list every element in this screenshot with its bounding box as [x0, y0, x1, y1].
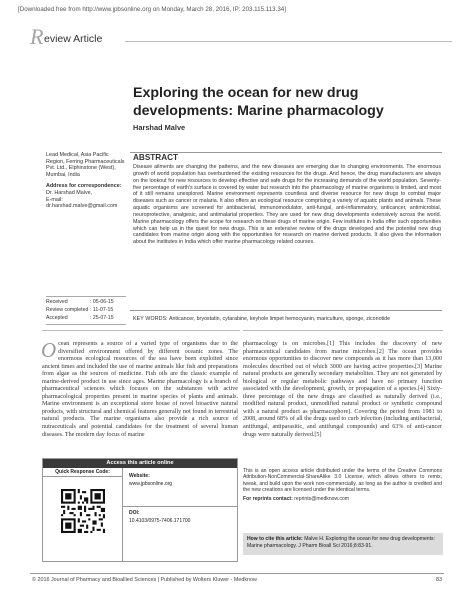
- author-sidebar: [46, 152, 126, 210]
- dates-bottom-rule: [46, 324, 126, 325]
- header-rule: [125, 41, 452, 42]
- download-note: [Downloaded free from http://www.jpbsonline.org on Monday, March 28, 2016, IP: 203.115.113.34]: [18, 6, 286, 13]
- page-number: 83: [436, 577, 442, 583]
- footer-publisher: © 2016 Journal of Pharmacy and Bioallied Sciences | Published by Wolters Kluwer - Medknow: [32, 577, 257, 583]
- citation-label: How to cite this article:: [247, 536, 303, 542]
- date-value: : 25-07-15: [90, 315, 114, 322]
- date-row-received: [46, 298, 128, 306]
- article-author: Harshad Malve: [133, 123, 186, 132]
- access-divider: [123, 506, 237, 507]
- footer-rule: [30, 573, 444, 574]
- keywords: [133, 316, 443, 322]
- date-value: : 05-06-15: [90, 299, 114, 305]
- citation-text: Malve H. Exploring the ocean for new drug developments: Marine pharmacology. J Pharm Bioall Sci 2016;8:83-91.: [247, 536, 435, 549]
- date-label: Review completed: [46, 307, 89, 314]
- drop-cap: O: [41, 338, 57, 362]
- article-title: Exploring the ocean for new drug developments: Marine pharmacology: [133, 85, 384, 119]
- date-label: Accepted: [46, 315, 68, 322]
- body-left-text: cean represents a source of a varied type of organisms due to the diversified environment offered by different oceanic zones. The enormous ecological resources of the sea have been exploited since ancient times and included the use of marine animals like fish and preparations from algae as the sources of medicine. Fish oils are the classic example of marine-derived product in use since ages. Marine pharmacology is a branch of pharmaceutical sciences which focuses on the substances with active pharmacological properties present in marine species of plants and animals. Marine environment is an exceptional store house of novel bioactive natural products, with structural and chemical features generally not found in terrestrial natural products. The marine organisms also provide a rich source of nutraceuticals and potential candidates for the treatment of several human diseases. The modern day focus of marine: [42, 341, 238, 438]
- date-row-accepted: [46, 314, 128, 322]
- reprints-contact: [243, 496, 442, 502]
- body-column-right: pharmacology is on microbes.[1] This includes the discovery of new pharmaceutical candidates from marine microbes.[2] The ocean provides enormous opportunities to discover new compounds as it has more than 13,000 molecules described out of which 3000 are having active properties.[3] Marine natural products are generally secondary metabolites. They are not generated by biological or regular metabolic pathways and have no primary function associated with the development, growth, or propagation of a species.[4] Sixty-three percentage of the new drugs are classified as naturally derived (i.e., modified natural product, unmodified natural product or synthetic compound with a natural product as pharmacophore). Covering the period from 1981 to 2008, around 68% of all the drugs used to curb infection (including antibacterial, antifungal, antiparasitic, and antifungal compounds) and 63% of anti-cancer drugs were naturally derived.[5]: [243, 341, 442, 438]
- correspondence-heading: Address for correspondence:: [46, 183, 122, 190]
- doi-link[interactable]: 10.4103/0975-7406.171700: [129, 518, 191, 524]
- license-text: This is an open access article distributed under the terms of the Creative Commons Attribution-NonCommercial-ShareAlike 3.0 License, which allows others to remix, tweak, and build upon the work non-commercially, as long as the author is credited and the new creations are licensed under the identical terms.: [243, 468, 442, 494]
- affiliation: Lead Medical, Asia Pacific Region, Ferring Pharmaceuticals Pvt. Ltd., Elphinstone (West), Mumbai, India: [46, 152, 125, 178]
- qr-code-label: Quick Response Code:: [43, 468, 123, 477]
- website-link[interactable]: www.jpbsonline.org: [129, 481, 173, 487]
- citation-box: [243, 533, 443, 555]
- article-type-header: [30, 24, 452, 49]
- abstract-heading: ABSTRACT: [133, 153, 179, 162]
- reprints-email[interactable]: reprints@medknow.com: [294, 496, 349, 502]
- keywords-text: Anticancer, bryostatin, cytarabine, keyhole limpet hemocyanin, mariculture, sponge, ziconotide: [168, 316, 391, 322]
- abstract-text: Disease ailments are changing the patterns, and the new diseases are emerging due to changing environments. The enormous growth of world population has overburdened the existing resources for the drugs. And hence, the drug manufacturers are always on the lookout for new resources to develop effective and safe drugs for the increasing demands of the world population. Seventy-five percentage of earth's surface is covered by water but research into the pharmacology of marine organisms is limited, and most of it still remains unexplored. Marine environment represents countless and diverse resource for new drugs to combat major diseases such as cancer or malaria. It also offers an ecological resource comprising a variety of aquatic plants and animals. These aquatic organisms are screened for antibacterial, immunomodulator, anti-fungal, anti-inflammatory, anticancer, antimicrobial, neuroprotective, analgesic, and antimalarial properties. They are used for new drug developments extensively across the world. Marine pharmacology offers the scope for research on these drugs of marine origin. Few institutes in India offer such opportunities which can help us in the quest for new drugs. This is an extensive review of the drugs developed and the potential new drug candidates from marine origin along with the opportunities for research on marine derived products. It also gives the information about the institutes in India which offer marine pharmacology related courses.: [133, 164, 441, 246]
- body-column-left: [41, 338, 238, 439]
- keywords-label: KEY WORDS:: [133, 316, 168, 322]
- correspondence-name: Dr. Harshad Malve,: [46, 189, 93, 196]
- date-label: Received: [46, 299, 68, 305]
- website-label: Website:: [129, 473, 150, 479]
- access-heading: Access this article online: [43, 459, 237, 468]
- date-value: : 11-07-15: [90, 307, 114, 314]
- doi-label: DOI:: [129, 510, 140, 516]
- article-type-label: eview Article: [44, 33, 103, 45]
- article-dates: [46, 298, 128, 323]
- body-left-rule: [42, 330, 240, 331]
- access-article-box: [42, 458, 238, 562]
- date-row-review: [46, 306, 128, 314]
- qr-code-icon[interactable]: [61, 489, 105, 533]
- body-right-rule: [243, 330, 443, 331]
- dates-top-rule: [46, 296, 126, 297]
- article-type-initial: R: [30, 24, 44, 49]
- reprints-label: For reprints contact:: [243, 496, 293, 502]
- correspondence-email[interactable]: E-mail: dr.harshad.malve@gmail.com: [46, 196, 118, 210]
- qr-code-cell: [43, 477, 123, 562]
